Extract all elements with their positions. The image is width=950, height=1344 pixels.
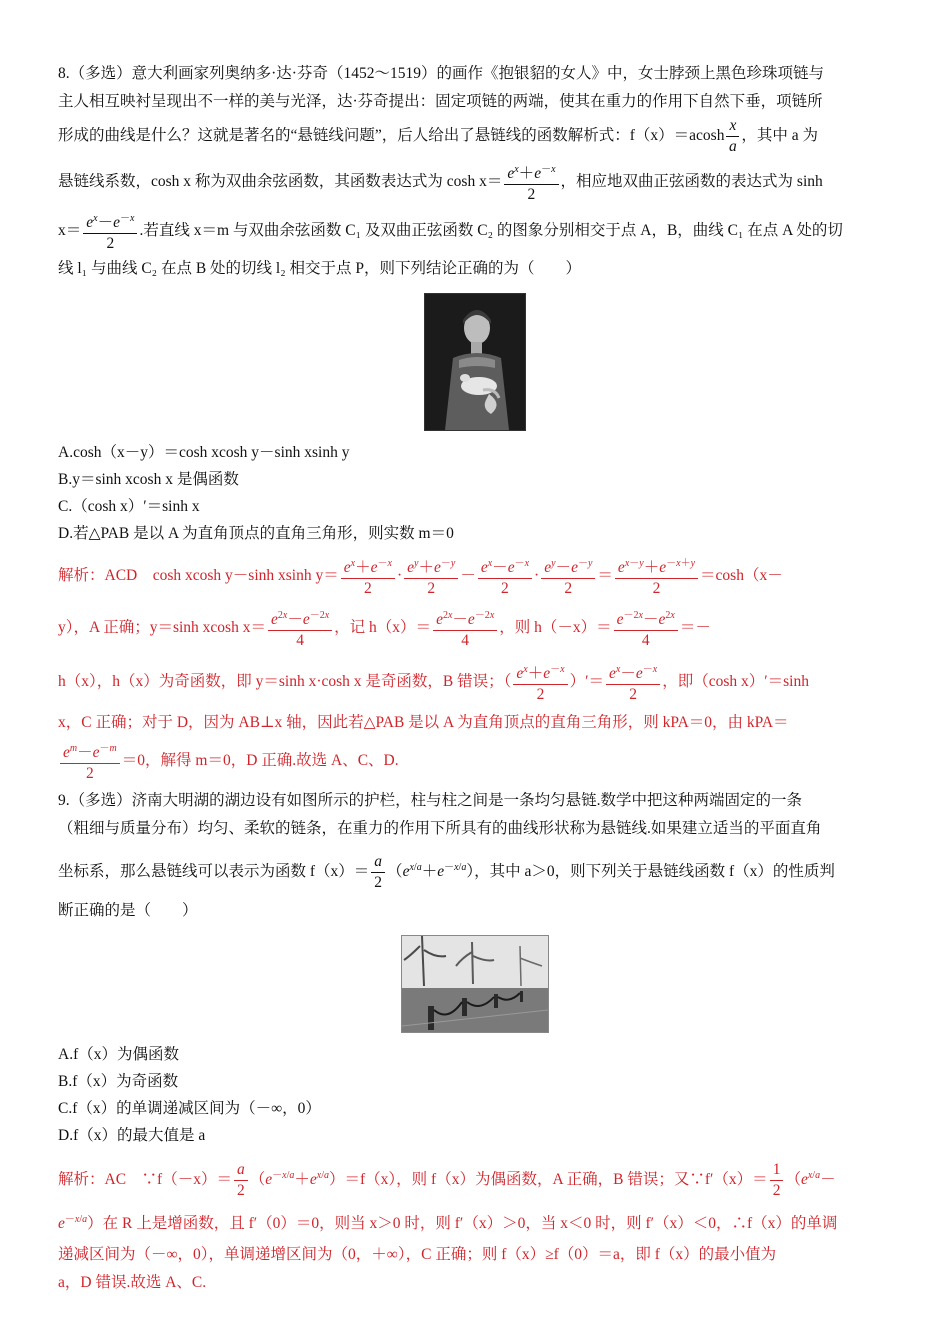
q8-solution-line5: $\frac{e^m-e^{-m}}{2}$ ＝0，解得 m＝0，D 正确.故选 A、C、D. bbox=[58, 737, 892, 785]
q8-solution-line2: y），A 正确；y＝sinh xcosh x＝ $\frac{e^{2x}-e^{-2x}}{4}$ ，记 h（x）＝ $\frac{e^{2x}-e^{-2x}}{4}$ ，则 h（－x）＝ $\frac{e^{-2x}-e^{2x}}{4}$ ＝－ bbox=[58, 601, 892, 655]
q9-line4: 断正确的是（ ） bbox=[58, 902, 198, 920]
q8-option-a: A.cosh（x－y）＝cosh xcosh y－sinh xsinh y bbox=[58, 444, 350, 461]
lake-railing-illustration bbox=[402, 936, 548, 1032]
q8-line4: 悬链线系数，cosh x 称为双曲余弦函数，其函数表达式为 cosh x＝ $\frac{e^x+e^{-x}}{2}$ ，相应地双曲正弦函数的表达式为 sinh bbox=[58, 157, 892, 207]
fraction-x-over-a: $\frac{x}{a}$ bbox=[726, 116, 739, 157]
q9-solution-line1: 解析：AC ∵f（－x）＝ $\frac{a}{2}$ $(e^{-x/a}+e^{x/a})=f(x)$，则 f（x）为偶函数，A 正确，B 错误；又∵f′（x）＝ $\frac{1}{2}$ （$e^{x/a}-$ bbox=[58, 1161, 836, 1200]
q9-option-d: D.f（x）的最大值是 a bbox=[58, 1127, 206, 1145]
painting-illustration bbox=[425, 294, 525, 430]
q8-line1: 8.（多选）意大利画家列奥纳多·达·芬奇（1452～1519）的画作《抱银貂的女人》中，女士脖颈上黑色珍珠项链与 bbox=[58, 65, 824, 82]
q9-solution-line3: 递减区间为（－∞，0），单调递增区间为（0，＋∞），C 正确；则 f（x）≥f（0）＝a，即 f（x）的最小值为 bbox=[58, 1246, 777, 1264]
q9-solution-line2: $e^{-x/a}$）在 R 上是增函数，且 f′（0）＝0，则当 x＞0 时，则 f′（x）＞0，当 x＜0 时，则 f′（x）＜0，∴f（x）的单调 bbox=[58, 1214, 838, 1233]
lady-with-ermine-painting bbox=[424, 293, 526, 431]
q8-line3: 形成的曲线是什么？这就是著名的“悬链线问题”，后人给出了悬链线的函数解析式：f（x）＝acosh $\frac{x}{a}$ ，其中 a 为 bbox=[58, 117, 818, 155]
sinh-formula-fraction: $\frac{e^x-e^{-x}}{2}$ bbox=[83, 209, 137, 254]
q9-solution-line4: a，D 错误.故选 A、C. bbox=[58, 1274, 207, 1292]
q8-line2: 主人相互映衬呈现出不一样的美与光泽，达·芬奇提出：固定项链的两端，使其在重力的作用下自然下垂，项链所 bbox=[58, 93, 823, 110]
cosh-formula-fraction: $\frac{e^x+e^{-x}}{2}$ bbox=[504, 160, 558, 205]
lake-railing-photo bbox=[401, 935, 549, 1033]
q8-solution-line1: 解析：ACD cosh xcosh y－sinh xsinh y＝ $\frac{e^x+e^{-x}}{2}$ · $\frac{e^y+e^{-y}}{2}$ － $\frac{e^x-e^{-x}}{2}$ · $\frac{e^y-e^{-y}}{2}$ ＝ $\frac{e^{x-y}+e^{-x+y}}{2}$ ＝cosh（x－ bbox=[58, 551, 892, 601]
q8-option-c: C.（cosh x）′＝sinh x bbox=[58, 498, 200, 515]
q9-option-a: A.f（x）为偶函数 bbox=[58, 1046, 179, 1064]
q8-solution-line3: h（x），h（x）为奇函数，即 y＝sinh x·cosh x 是奇函数，B 错误；（ $\frac{e^x+e^{-x}}{2}$ ）′＝ $\frac{e^x-e^{-x}}{2}$ ，即（cosh x）′＝sinh bbox=[58, 655, 892, 709]
q8-solution-line4: x，C 正确；对于 D，因为 AB⊥x 轴，因此若△PAB 是以 A 为直角顶点的直角三角形，则 kPA＝0，由 kPA＝ bbox=[58, 714, 789, 731]
q9-line2: （粗细与质量分布）均匀、柔软的链条，在重力的作用下所具有的曲线形状称为悬链线.如果建立适当的平面直角 bbox=[58, 820, 822, 837]
q8-line6: 线 l₁ 与曲线 C₂ 在点 B 处的切线 l₂ 相交于点 P，则下列结论正确的为（ ） bbox=[58, 260, 581, 277]
document-page bbox=[58, 58, 892, 1297]
q9-option-c: C.f（x）的单调递减区间为（－∞，0） bbox=[58, 1100, 321, 1118]
q8-option-d: D.若△PAB 是以 A 为直角顶点的直角三角形，则实数 m＝0 bbox=[58, 525, 454, 542]
q9-option-b: B.f（x）为奇函数 bbox=[58, 1073, 179, 1091]
q8-option-b: B.y＝sinh xcosh x 是偶函数 bbox=[58, 471, 239, 488]
q9-line1: 9.（多选）济南大明湖的湖边设有如图所示的护栏，柱与柱之间是一条均匀悬链.数学中把这种两端固定的一条 bbox=[58, 792, 803, 809]
q9-line3: 坐标系，那么悬链线可以表示为函数 f（x）＝ $\frac{a}{2}$ $(e^{x/a}+e^{-x/a})$，其中 a＞0，则下列关于悬链线函数 f（x）的性质判 bbox=[58, 853, 835, 892]
q8-line5: x＝ $\frac{e^x-e^{-x}}{2}$ .若直线 x＝m 与双曲余弦函数 C₁ 及双曲正弦函数 C₂ 的图象分别相交于点 A，B，曲线 C₁ 在点 A 处的切 bbox=[58, 207, 892, 255]
